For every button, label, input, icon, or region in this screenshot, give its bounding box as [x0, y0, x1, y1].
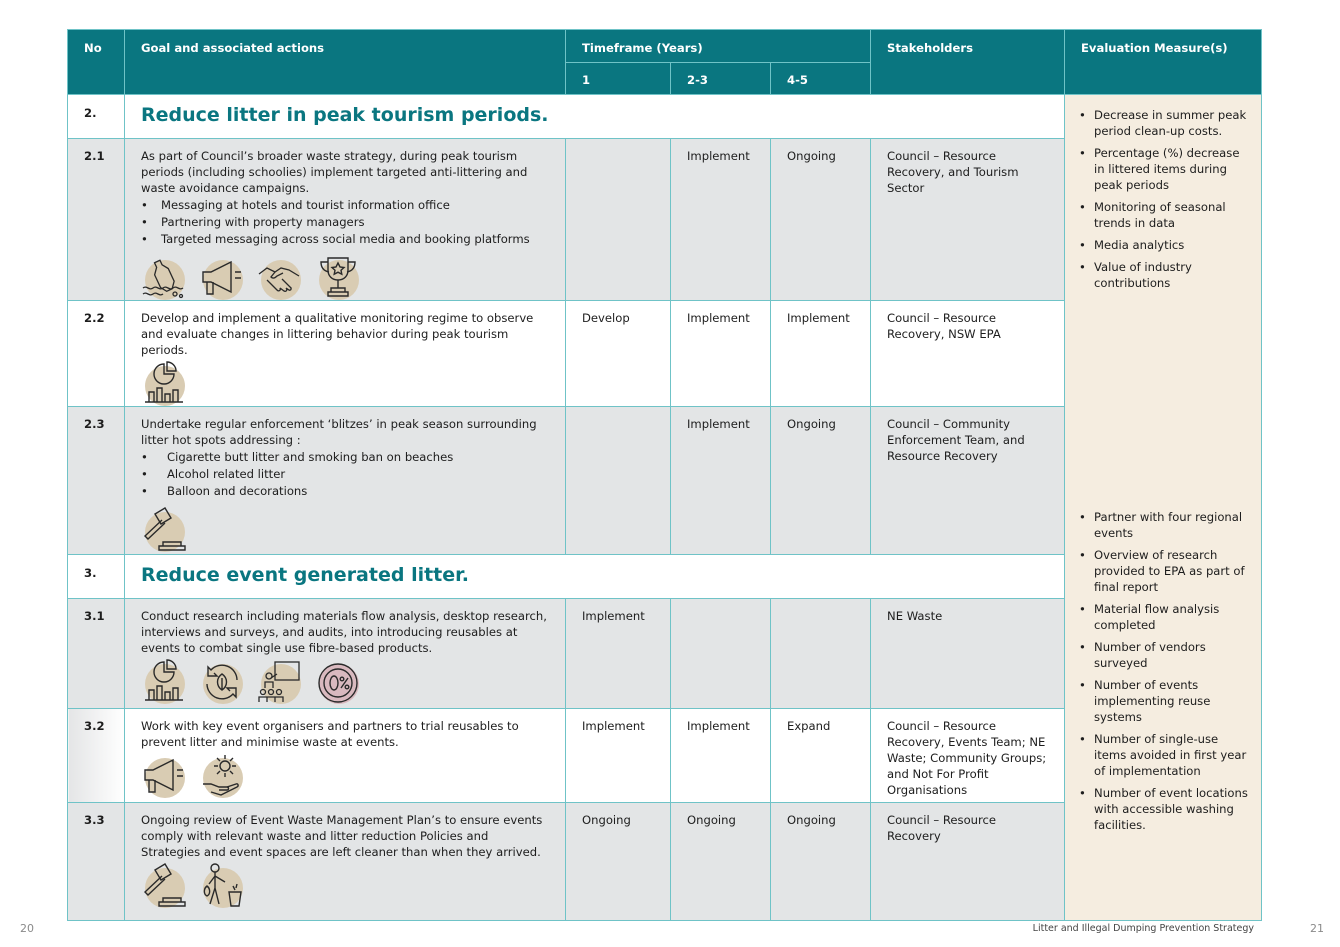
chart-icon	[141, 658, 187, 704]
action-text: Undertake regular enforcement ‘blitzes’ in peak season surrounding litter hot spots addressing :	[141, 417, 537, 447]
action-icons	[141, 254, 549, 300]
timeframe-year-2-3: Implement	[671, 139, 771, 301]
goal-number: 2.	[68, 95, 125, 139]
header-no: No	[68, 30, 125, 95]
goal-title: Reduce litter in peak tourism periods.	[125, 95, 1065, 139]
header-year-2-3: 2-3	[671, 63, 771, 95]
gavel-icon	[141, 862, 187, 908]
timeframe-year-4-5: Ongoing	[771, 139, 871, 301]
action-icons	[141, 658, 549, 704]
action-icons	[141, 506, 549, 552]
gear-hand-icon	[199, 752, 245, 798]
document-title: Litter and Illegal Dumping Prevention Strategy	[1032, 923, 1254, 934]
action-bullet: • Alcohol related litter	[141, 466, 549, 483]
evaluation-item: • Material flow analysis completed	[1079, 601, 1251, 633]
water-pollution-icon	[141, 254, 187, 300]
action-description	[125, 709, 566, 803]
timeframe-year-4-5: Expand	[771, 709, 871, 803]
goal-number: 3.	[68, 555, 125, 599]
action-text: Work with key event organisers and partners to trial reusables to prevent litter and minimise waste at events.	[141, 719, 519, 749]
action-description	[125, 407, 566, 555]
action-bullet: • Targeted messaging across social media and booking platforms	[141, 231, 549, 248]
page-number-left: 20	[20, 922, 34, 935]
evaluation-item: • Value of industry contributions	[1079, 259, 1251, 291]
stakeholders: Council – Resource Recovery, Events Team; NE Waste; Community Groups; and Not For Profit Organisations	[871, 709, 1065, 803]
action-number: 3.1	[68, 599, 125, 709]
header-goal: Goal and associated actions	[125, 30, 566, 95]
timeframe-year-1: Develop	[566, 301, 671, 407]
evaluation-item: • Monitoring of seasonal trends in data	[1079, 199, 1251, 231]
action-plan-table	[67, 29, 1262, 921]
header-year-1: 1	[566, 63, 671, 95]
action-icons	[141, 752, 549, 798]
stakeholders: Council – Resource Recovery	[871, 803, 1065, 921]
action-bullet: • Messaging at hotels and tourist information office	[141, 197, 549, 214]
timeframe-year-2-3: Implement	[671, 301, 771, 407]
evaluation-item: • Percentage (%) decrease in littered items during peak periods	[1079, 145, 1251, 193]
timeframe-year-2-3: Implement	[671, 709, 771, 803]
evaluation-list-goal-2	[1079, 107, 1251, 291]
action-bullet: • Balloon and decorations	[141, 483, 549, 500]
timeframe-year-4-5: Ongoing	[771, 407, 871, 555]
action-description	[125, 139, 566, 301]
header-timeframe: Timeframe (Years)	[566, 30, 871, 63]
timeframe-year-4-5: Implement	[771, 301, 871, 407]
timeframe-year-1: Implement	[566, 709, 671, 803]
action-number: 3.2	[68, 709, 125, 803]
timeframe-year-1: Implement	[566, 599, 671, 709]
evaluation-item: • Number of event locations with accessible washing facilities.	[1079, 785, 1251, 833]
action-number: 2.1	[68, 139, 125, 301]
action-bullet: • Cigarette butt litter and smoking ban on beaches	[141, 449, 549, 466]
goal-title: Reduce event generated litter.	[125, 555, 1065, 599]
goal-row	[68, 95, 1262, 139]
evaluation-item: • Media analytics	[1079, 237, 1251, 253]
person-bin-icon	[199, 862, 245, 908]
header-stakeholders: Stakeholders	[871, 30, 1065, 95]
megaphone-icon	[199, 254, 245, 300]
zero-percent-icon	[315, 658, 361, 704]
header-year-4-5: 4-5	[771, 63, 871, 95]
megaphone-icon	[141, 752, 187, 798]
action-description	[125, 301, 566, 407]
timeframe-year-2-3: Implement	[671, 407, 771, 555]
chart-icon	[141, 360, 187, 406]
evaluation-list-goal-3	[1079, 509, 1251, 833]
timeframe-year-4-5: Ongoing	[771, 803, 871, 921]
stakeholders: Council – Resource Recovery, and Tourism Sector	[871, 139, 1065, 301]
evaluation-item: • Number of events implementing reuse systems	[1079, 677, 1251, 725]
timeframe-year-1: Ongoing	[566, 803, 671, 921]
handshake-icon	[257, 254, 303, 300]
timeframe-year-1	[566, 407, 671, 555]
action-description	[125, 803, 566, 921]
stakeholders: Council – Resource Recovery, NSW EPA	[871, 301, 1065, 407]
timeframe-year-1	[566, 139, 671, 301]
evaluation-item: • Number of vendors surveyed	[1079, 639, 1251, 671]
action-text: As part of Council’s broader waste strategy, during peak tourism periods (including schoolies) implement targeted anti-littering and waste avoidance campaigns.	[141, 149, 528, 195]
page-number-right: 21	[1310, 922, 1324, 935]
action-icons	[141, 360, 549, 406]
action-text: Ongoing review of Event Waste Management Plan’s to ensure events comply with relevant waste and litter reduction Policies and Strategies and event spaces are left cleaner than when they arrived.	[141, 813, 543, 859]
recycle-leaf-icon	[199, 658, 245, 704]
header-evaluation: Evaluation Measure(s)	[1065, 30, 1262, 95]
timeframe-year-2-3: Ongoing	[671, 803, 771, 921]
action-bullet: • Partnering with property managers	[141, 214, 549, 231]
action-number: 2.3	[68, 407, 125, 555]
evaluation-item: • Overview of research provided to EPA as part of final report	[1079, 547, 1251, 595]
timeframe-year-2-3	[671, 599, 771, 709]
action-description	[125, 599, 566, 709]
action-number: 2.2	[68, 301, 125, 407]
stakeholders: Council – Community Enforcement Team, and Resource Recovery	[871, 407, 1065, 555]
action-text: Develop and implement a qualitative monitoring regime to observe and evaluate changes in littering behavior during peak tourism periods.	[141, 311, 534, 357]
timeframe-year-4-5	[771, 599, 871, 709]
action-icons	[141, 862, 549, 908]
stakeholders: NE Waste	[871, 599, 1065, 709]
trophy-icon	[315, 254, 361, 300]
action-number: 3.3	[68, 803, 125, 921]
gavel-icon	[141, 506, 187, 552]
evaluation-item: • Partner with four regional events	[1079, 509, 1251, 541]
presentation-icon	[257, 658, 303, 704]
evaluation-item: • Number of single-use items avoided in first year of implementation	[1079, 731, 1251, 779]
evaluation-measures	[1065, 95, 1262, 921]
evaluation-item: • Decrease in summer peak period clean-up costs.	[1079, 107, 1251, 139]
action-text: Conduct research including materials flow analysis, desktop research, interviews and surveys, and audits, into introducing reusables at events to combat single use fibre-based products.	[141, 609, 547, 655]
